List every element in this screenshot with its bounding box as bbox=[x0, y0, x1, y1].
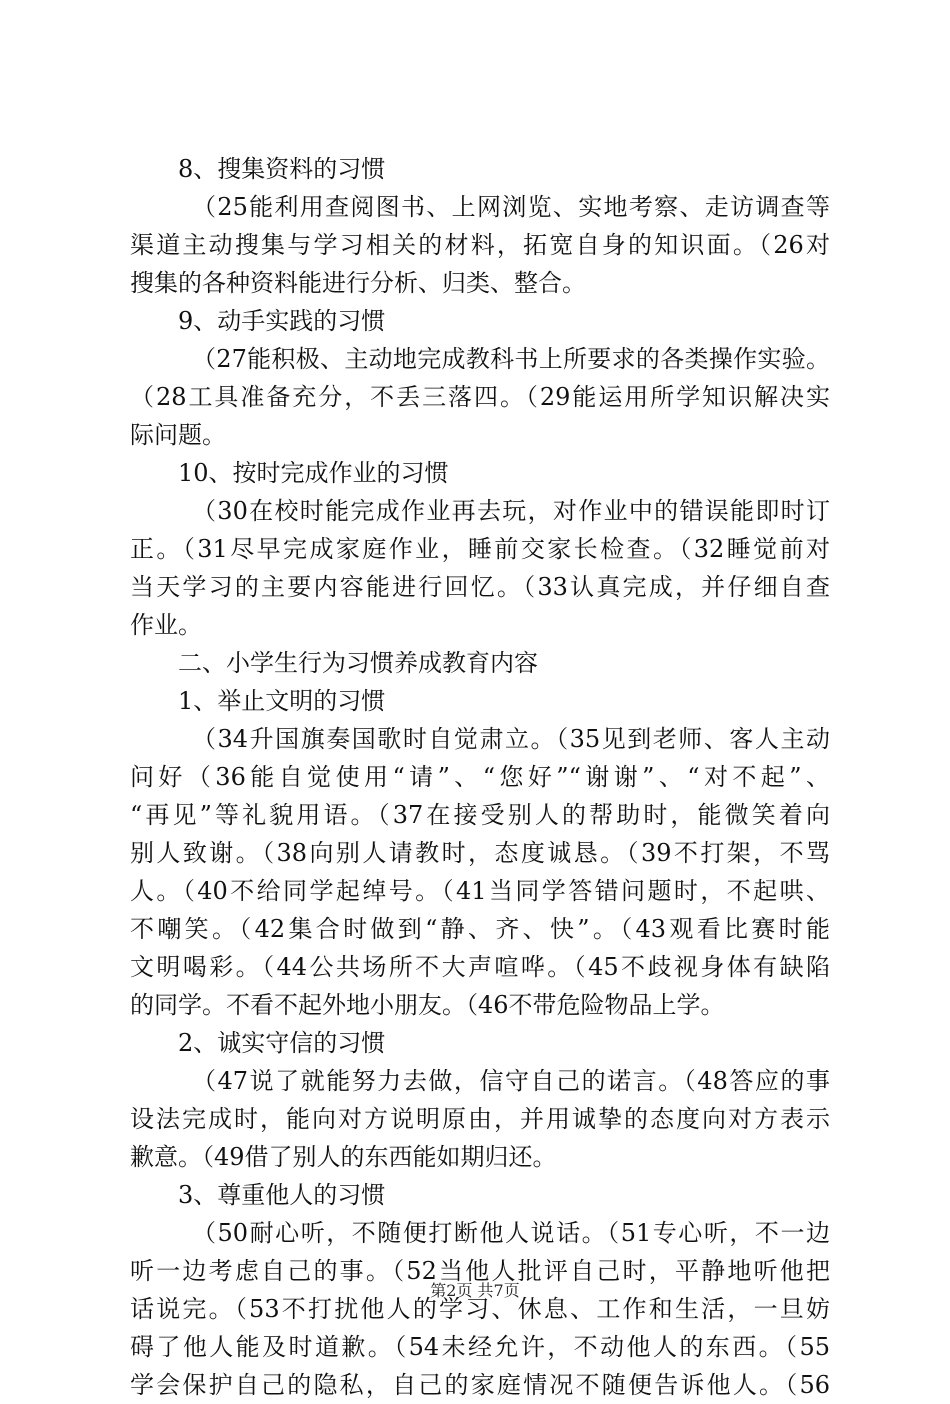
paragraph-line: 搜集的各种资料能进行分析、归类、整合。 bbox=[130, 269, 586, 297]
paragraph-line: （28工具准备充分，不丢三落四。（29能运用所学知识解决实 bbox=[130, 383, 830, 411]
paragraph-line: 碍了他人能及时道歉。（54未经允许，不动他人的东西。（55 bbox=[130, 1333, 830, 1361]
section-heading: 1、举止文明的习惯 bbox=[178, 687, 386, 715]
section-heading: 2、诚实守信的习惯 bbox=[178, 1029, 386, 1057]
section-heading: 3、尊重他人的习惯 bbox=[178, 1181, 386, 1209]
paragraph-line: （30在校时能完成作业再去玩，对作业中的错误能即时订 bbox=[192, 497, 830, 525]
paragraph-line: 人。（40不给同学起绰号。（41当同学答错问题时，不起哄、 bbox=[130, 877, 830, 905]
paragraph-line: 文明喝彩。（44公共场所不大声喧哗。（45不歧视身体有缺陷 bbox=[130, 953, 830, 981]
paragraph-line: （25能利用查阅图书、上网浏览、实地考察、走访调查等 bbox=[192, 193, 830, 221]
section-heading: 二、小学生行为习惯养成教育内容 bbox=[178, 649, 538, 677]
section-heading: 9、动手实践的习惯 bbox=[178, 307, 386, 335]
paragraph-line: （47说了就能努力去做，信守自己的诺言。（48答应的事 bbox=[192, 1067, 830, 1095]
paragraph-line: 际问题。 bbox=[130, 421, 226, 449]
section-heading: 10、按时完成作业的习惯 bbox=[178, 459, 449, 487]
paragraph-line: 学会保护自己的隐私，自己的家庭情况不随便告诉他人。（56 bbox=[130, 1371, 830, 1399]
paragraph-line: （50耐心听，不随便打断他人说话。（51专心听，不一边 bbox=[192, 1219, 830, 1247]
section-heading: 8、搜集资料的习惯 bbox=[178, 155, 386, 183]
page-number-footer: 第2页 共7页 bbox=[430, 1281, 520, 1300]
paragraph-line: 渠道主动搜集与学习相关的材料，拓宽自身的知识面。（26对 bbox=[130, 231, 830, 259]
paragraph-line: 歉意。（49借了别人的东西能如期归还。 bbox=[130, 1143, 557, 1171]
paragraph-line: 听一边考虑自己的事。（52当他人批评自己时，平静地听他把 bbox=[130, 1257, 830, 1285]
paragraph-line: “再见”等礼貌用语。（37在接受别人的帮助时，能微笑着向 bbox=[130, 801, 830, 829]
paragraph-line: 作业。 bbox=[130, 611, 202, 639]
paragraph-line: 正。（31尽早完成家庭作业，睡前交家长检查。（32睡觉前对 bbox=[130, 535, 830, 563]
paragraph-line: 不嘲笑。（42集合时做到“静、齐、快”。（43观看比赛时能 bbox=[130, 915, 830, 943]
paragraph-line: （34升国旗奏国歌时自觉肃立。（35见到老师、客人主动 bbox=[192, 725, 830, 753]
paragraph-line: 话说完。（53不打扰他人的学习、休息、工作和生活，一旦妨 bbox=[130, 1295, 830, 1323]
paragraph-line: 设法完成时，能向对方说明原由，并用诚挚的态度向对方表示 bbox=[130, 1105, 830, 1133]
paragraph-line: 别人致谢。（38向别人请教时，态度诚恳。（39不打架，不骂 bbox=[130, 839, 830, 867]
paragraph-line: 问好（36能自觉使用“请”、“您好”“谢谢”、“对不起”、 bbox=[130, 763, 830, 791]
paragraph-line: （27能积极、主动地完成教科书上所要求的各类操作实验。 bbox=[192, 345, 830, 373]
document-body bbox=[130, 150, 830, 1404]
paragraph-line: 的同学。不看不起外地小朋友。（46不带危险物品上学。 bbox=[130, 991, 725, 1019]
paragraph-line: 当天学习的主要内容能进行回忆。（33认真完成，并仔细自查 bbox=[130, 573, 830, 601]
